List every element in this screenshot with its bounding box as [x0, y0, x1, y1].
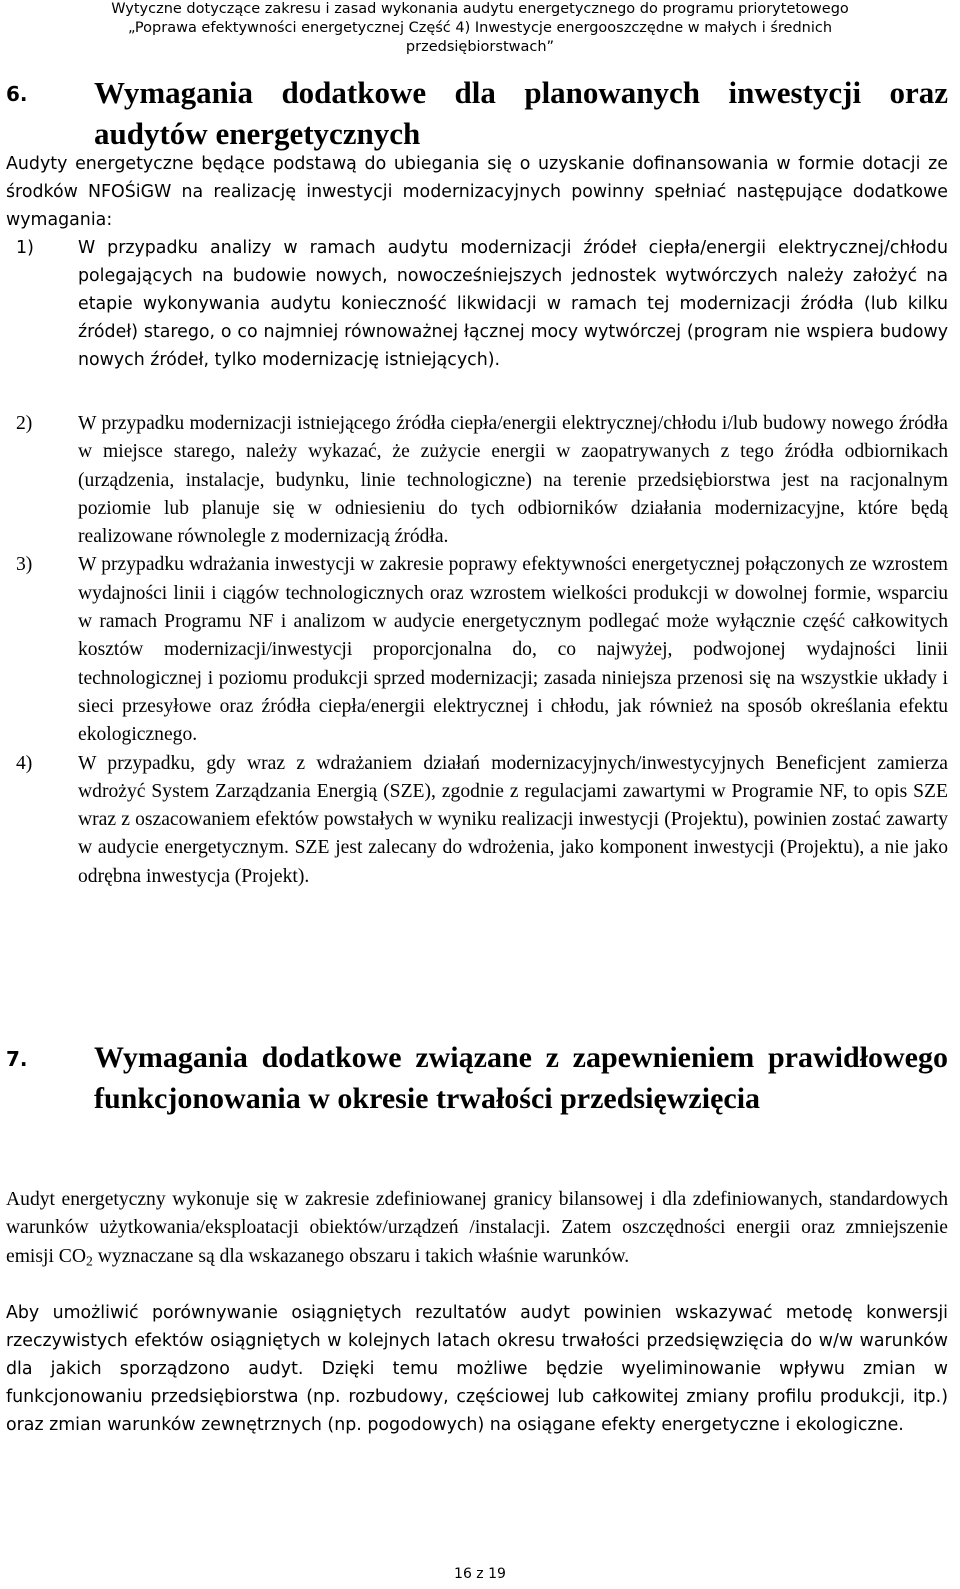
list-item-text: W przypadku analizy w ramach audytu modernizacji źródeł ciepła/energii elektrycznej/chłodu polegających na budowie nowych, nowocześniejszych jednostek wytwórczych należy założyć na etapie wykonywania audytu konieczność likwidacji w ramach tej modernizacji źródła (lub kilku źródeł) starego, o co najmniej równoważnej łącznej mocy wytwórczej (program nie wspiera budowy nowych źródeł, tylko modernizację istniejących). [78, 238, 948, 370]
list-item [6, 234, 948, 374]
list-item-number: 3) [16, 554, 33, 576]
list-item-text: W przypadku modernizacji istniejącego źródła ciepła/energii elektrycznej/chłodu i/lub budowy nowego źródła w miejsce starego, należy wykazać, że zużycie energii w zaopatrywanych z tego źródła odbiornikach (urządzenia, instalacje, budynku, linie technologiczne) na terenie przedsiębiorstwa jest na racjonalnym poziomie lub planuje się w odniesieniu do tych odbiorników działania modernizacyjne, które będą realizowane równolegle z modernizacją źródła. [78, 413, 948, 548]
list-item-number: 4) [16, 752, 33, 774]
page-number: 16 z 19 [454, 1566, 506, 1582]
section-7-title: Wymagania dodatkowe związane z zapewnieniem prawidłowego funkcjonowania w okresie trwałości przedsięwzięcia [94, 1041, 948, 1115]
list-item [6, 410, 948, 551]
section-6-number: 6. [6, 82, 28, 106]
paragraph-1-text-b: wyznaczane są dla wskazanego obszaru i takich właśnie warunków. [92, 1245, 630, 1267]
list-item [6, 750, 948, 891]
list-item-number: 2) [16, 413, 33, 434]
document-header [0, 0, 960, 57]
list-item [6, 551, 948, 749]
co2-subscript: 2 [86, 1253, 93, 1269]
section-7-number: 7. [6, 1047, 28, 1071]
section-7-paragraph-2: Aby umożliwić porównywanie osiągniętych rezultatów audyt powinien wskazywać metodę konwersji rzeczywistych efektów osiągniętych w kolejnych latach okresu trwałości przedsięwzięcia do w/w warunków dla jakich sporządzono audyt. Dzięki temu możliwe będzie wyeliminowanie wpływu zmian w funkcjonowaniu przedsiębiorstwa (np. rozbudowy, częściowej lub całkowitej zmiany profilu produkcji, itp.) oraz zmian warunków zewnętrznych (np. pogodowych) na osiągane efekty energetyczne i ekologiczne. [6, 1303, 948, 1435]
header-line-3: przedsiębiorstwach” [405, 39, 555, 55]
section-7-paragraph-1 [6, 1186, 948, 1271]
requirements-list-a [6, 234, 948, 374]
section-6-intro: Audyty energetyczne będące podstawą do ubiegania się o uzyskanie dofinansowania w formie dotacji ze środków NFOŚiGW na realizację inwestycji modernizacyjnych powinny spełniać następujące dodatkowe wymagania: [6, 154, 948, 230]
requirements-list-b [6, 410, 948, 891]
list-item-number: 1) [16, 238, 34, 258]
header-line-1: Wytyczne dotyczące zakresu i zasad wykonania audytu energetycznego do programu priorytetowego [111, 1, 849, 17]
paragraph-1-text-a: Audyt energetyczny wykonuje się w zakresie zdefiniowanej granicy bilansowej i dla zdefiniowanych, standardowych warunków użytkowania/eksploatacji obiektów/urządzeń /instalacji. Zatem oszczędności energii oraz zmniejszenie emisji CO [6, 1189, 948, 1267]
section-6-title: Wymagania dodatkowe dla planowanych inwestycji oraz audytów energetycznych [94, 75, 948, 151]
list-item-text: W przypadku wdrażania inwestycji w zakresie poprawy efektywności energetycznej połączonych ze wzrostem wydajności linii i ciągów technologicznych oraz wzrostem wielkości produkcji w dowolnej formie, wsparciu w ramach Programu NF i analizom w audycie energetycznym podlegać może wyłącznie część całkowitych kosztów modernizacji/inwestycji proporcjonalna do, co najwyżej, podwojonej wydajności linii technologicznej i poziomu produkcji sprzed modernizacji; zasada niniejsza przenosi się na wszystkie układy i sieci przesyłowe oraz źródła ciepła/energii elektrycznej i chłodu, jak również na sposób określania efektu ekologicznego. [78, 554, 948, 746]
header-line-2: „Poprawa efektywności energetycznej Część 4) Inwestycje energooszczędne w małych i średnich [127, 20, 833, 36]
list-item-text: W przypadku, gdy wraz z wdrażaniem działań modernizacyjnych/inwestycyjnych Beneficjent zamierza wdrożyć System Zarządzania Energią (SZE), zgodnie z regulacjami zawartymi w Programie NF, to opis SZE wraz z oszacowaniem efektów powstałych w wyniku realizacji inwestycji (Projektu), powinien zostać zawarty w audycie energetycznym. SZE jest zalecany do wdrożenia, jako komponent inwestycji (Projektu), a nie jako odrębna inwestycja (Projekt). [78, 752, 948, 887]
